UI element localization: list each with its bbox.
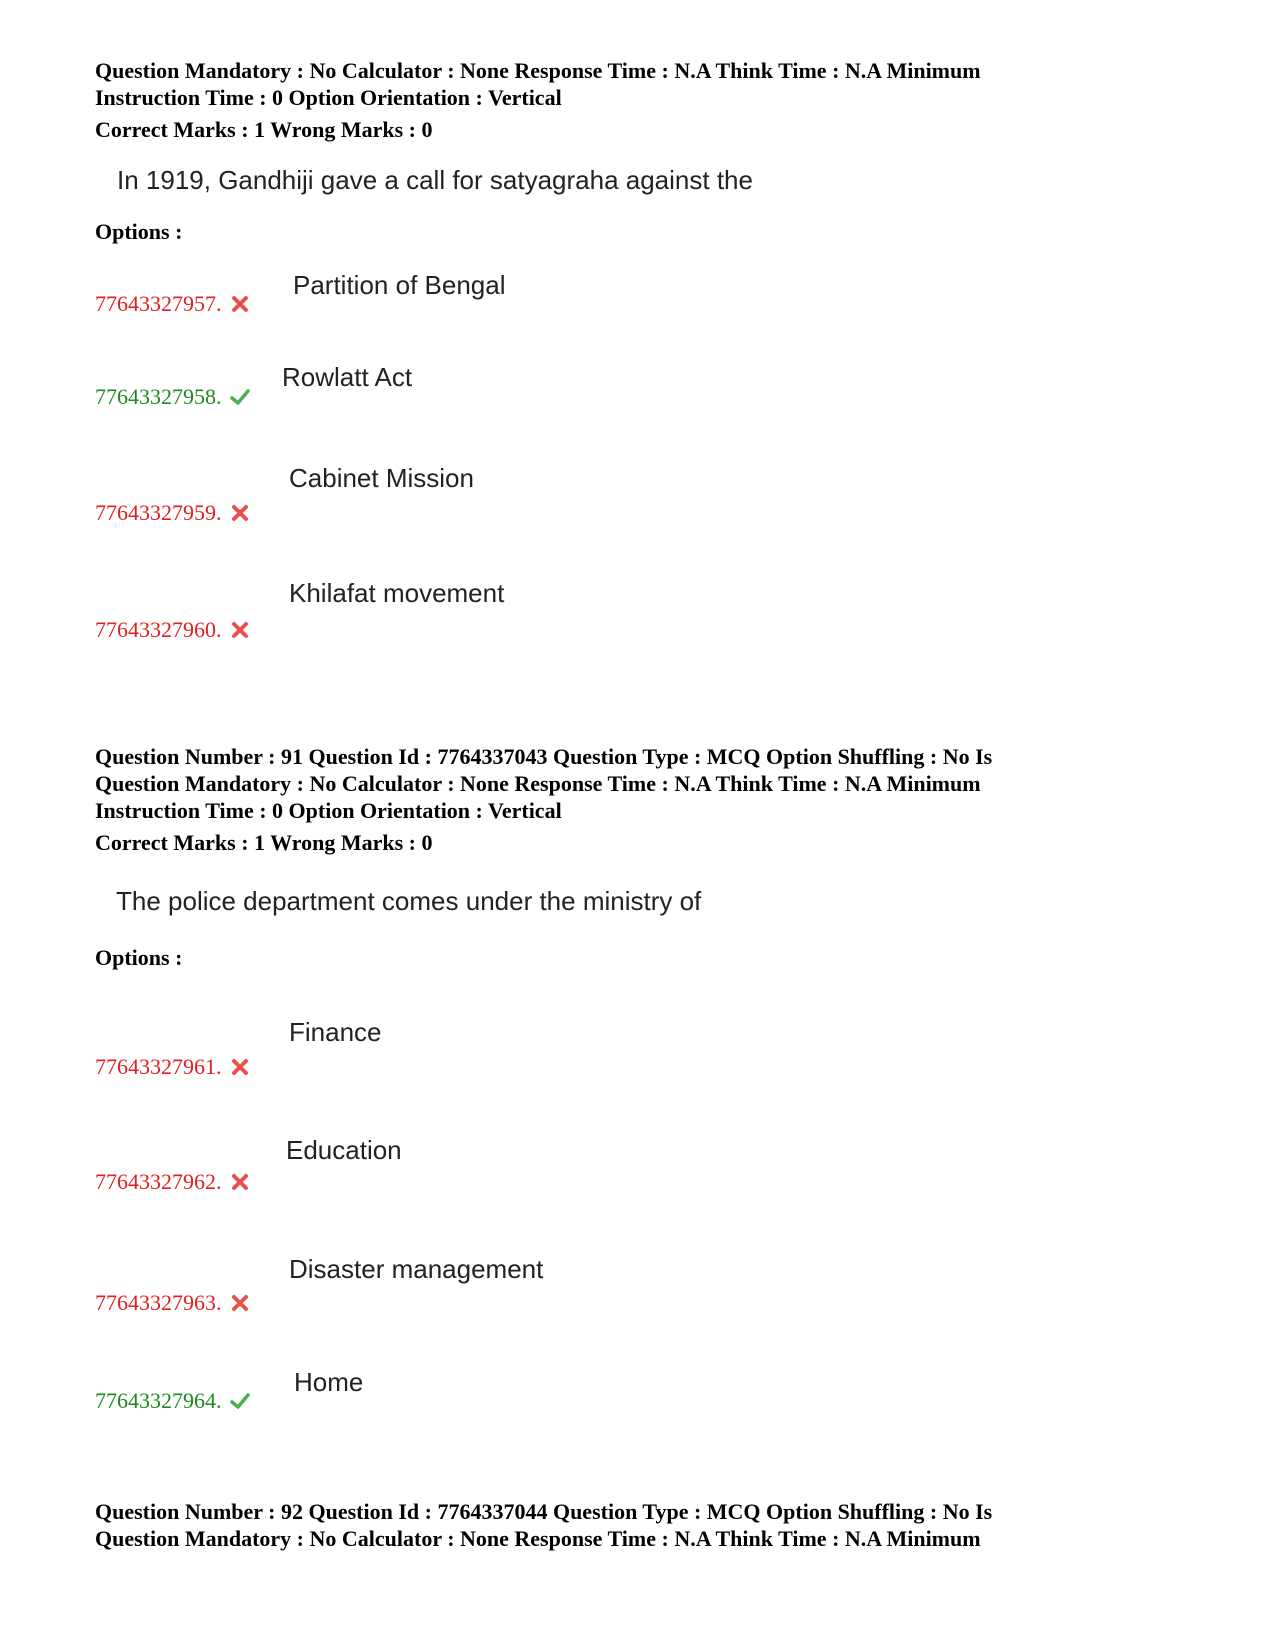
cross-icon xyxy=(230,1058,250,1076)
option-id xyxy=(95,1290,250,1316)
option-id-text: 77643327958. xyxy=(95,384,222,409)
options-label: Options : xyxy=(95,219,183,244)
option-text: Partition of Bengal xyxy=(293,270,506,300)
question-header xyxy=(95,743,1205,824)
header-line: Instruction Time : 0 Option Orientation : Vertical xyxy=(95,798,562,823)
option-id-text: 77643327961. xyxy=(95,1054,222,1079)
header-line: Question Mandatory : No Calculator : None Response Time : N.A Think Time : N.A Minimum xyxy=(95,771,981,796)
option-text: Cabinet Mission xyxy=(289,463,474,493)
option-id xyxy=(95,617,250,643)
option-id-text: 77643327959. xyxy=(95,500,222,525)
cross-icon xyxy=(230,1173,250,1191)
header-line: Instruction Time : 0 Option Orientation : Vertical xyxy=(95,85,562,110)
cross-icon xyxy=(230,621,250,639)
option-id-text: 77643327963. xyxy=(95,1290,222,1315)
option-id xyxy=(95,1169,250,1195)
question-header xyxy=(95,57,1205,111)
header-line: Question Number : 92 Question Id : 7764337044 Question Type : MCQ Option Shuffling : No Is xyxy=(95,1499,993,1524)
option-text: Education xyxy=(286,1135,402,1165)
header-line: Question Mandatory : No Calculator : None Response Time : N.A Think Time : N.A Minimum xyxy=(95,1526,981,1551)
marks-line: Correct Marks : 1 Wrong Marks : 0 xyxy=(95,117,433,142)
option-id xyxy=(95,1388,250,1414)
option-id xyxy=(95,500,250,526)
option-text: Finance xyxy=(289,1017,382,1047)
option-id-text: 77643327962. xyxy=(95,1169,222,1194)
cross-icon xyxy=(230,504,250,522)
cross-icon xyxy=(230,295,250,313)
option-id xyxy=(95,291,250,317)
option-id-text: 77643327960. xyxy=(95,617,222,642)
marks-line: Correct Marks : 1 Wrong Marks : 0 xyxy=(95,830,433,855)
question-text: In 1919, Gandhiji gave a call for satyagraha against the xyxy=(117,165,753,195)
option-id-text: 77643327964. xyxy=(95,1388,222,1413)
option-text: Rowlatt Act xyxy=(282,362,413,392)
check-icon xyxy=(230,388,250,406)
check-icon xyxy=(230,1392,250,1410)
option-id xyxy=(95,384,250,410)
options-label: Options : xyxy=(95,945,183,970)
header-line: Question Mandatory : No Calculator : None Response Time : N.A Think Time : N.A Minimum xyxy=(95,58,981,83)
header-line: Question Number : 91 Question Id : 7764337043 Question Type : MCQ Option Shuffling : No Is xyxy=(95,744,993,769)
option-id xyxy=(95,1054,250,1080)
option-text: Khilafat movement xyxy=(289,578,505,608)
cross-icon xyxy=(230,1294,250,1312)
question-header xyxy=(95,1498,1205,1552)
question-text: The police department comes under the ministry of xyxy=(116,886,702,916)
option-id-text: 77643327957. xyxy=(95,291,222,316)
option-text: Disaster management xyxy=(289,1254,544,1284)
option-text: Home xyxy=(294,1367,364,1397)
